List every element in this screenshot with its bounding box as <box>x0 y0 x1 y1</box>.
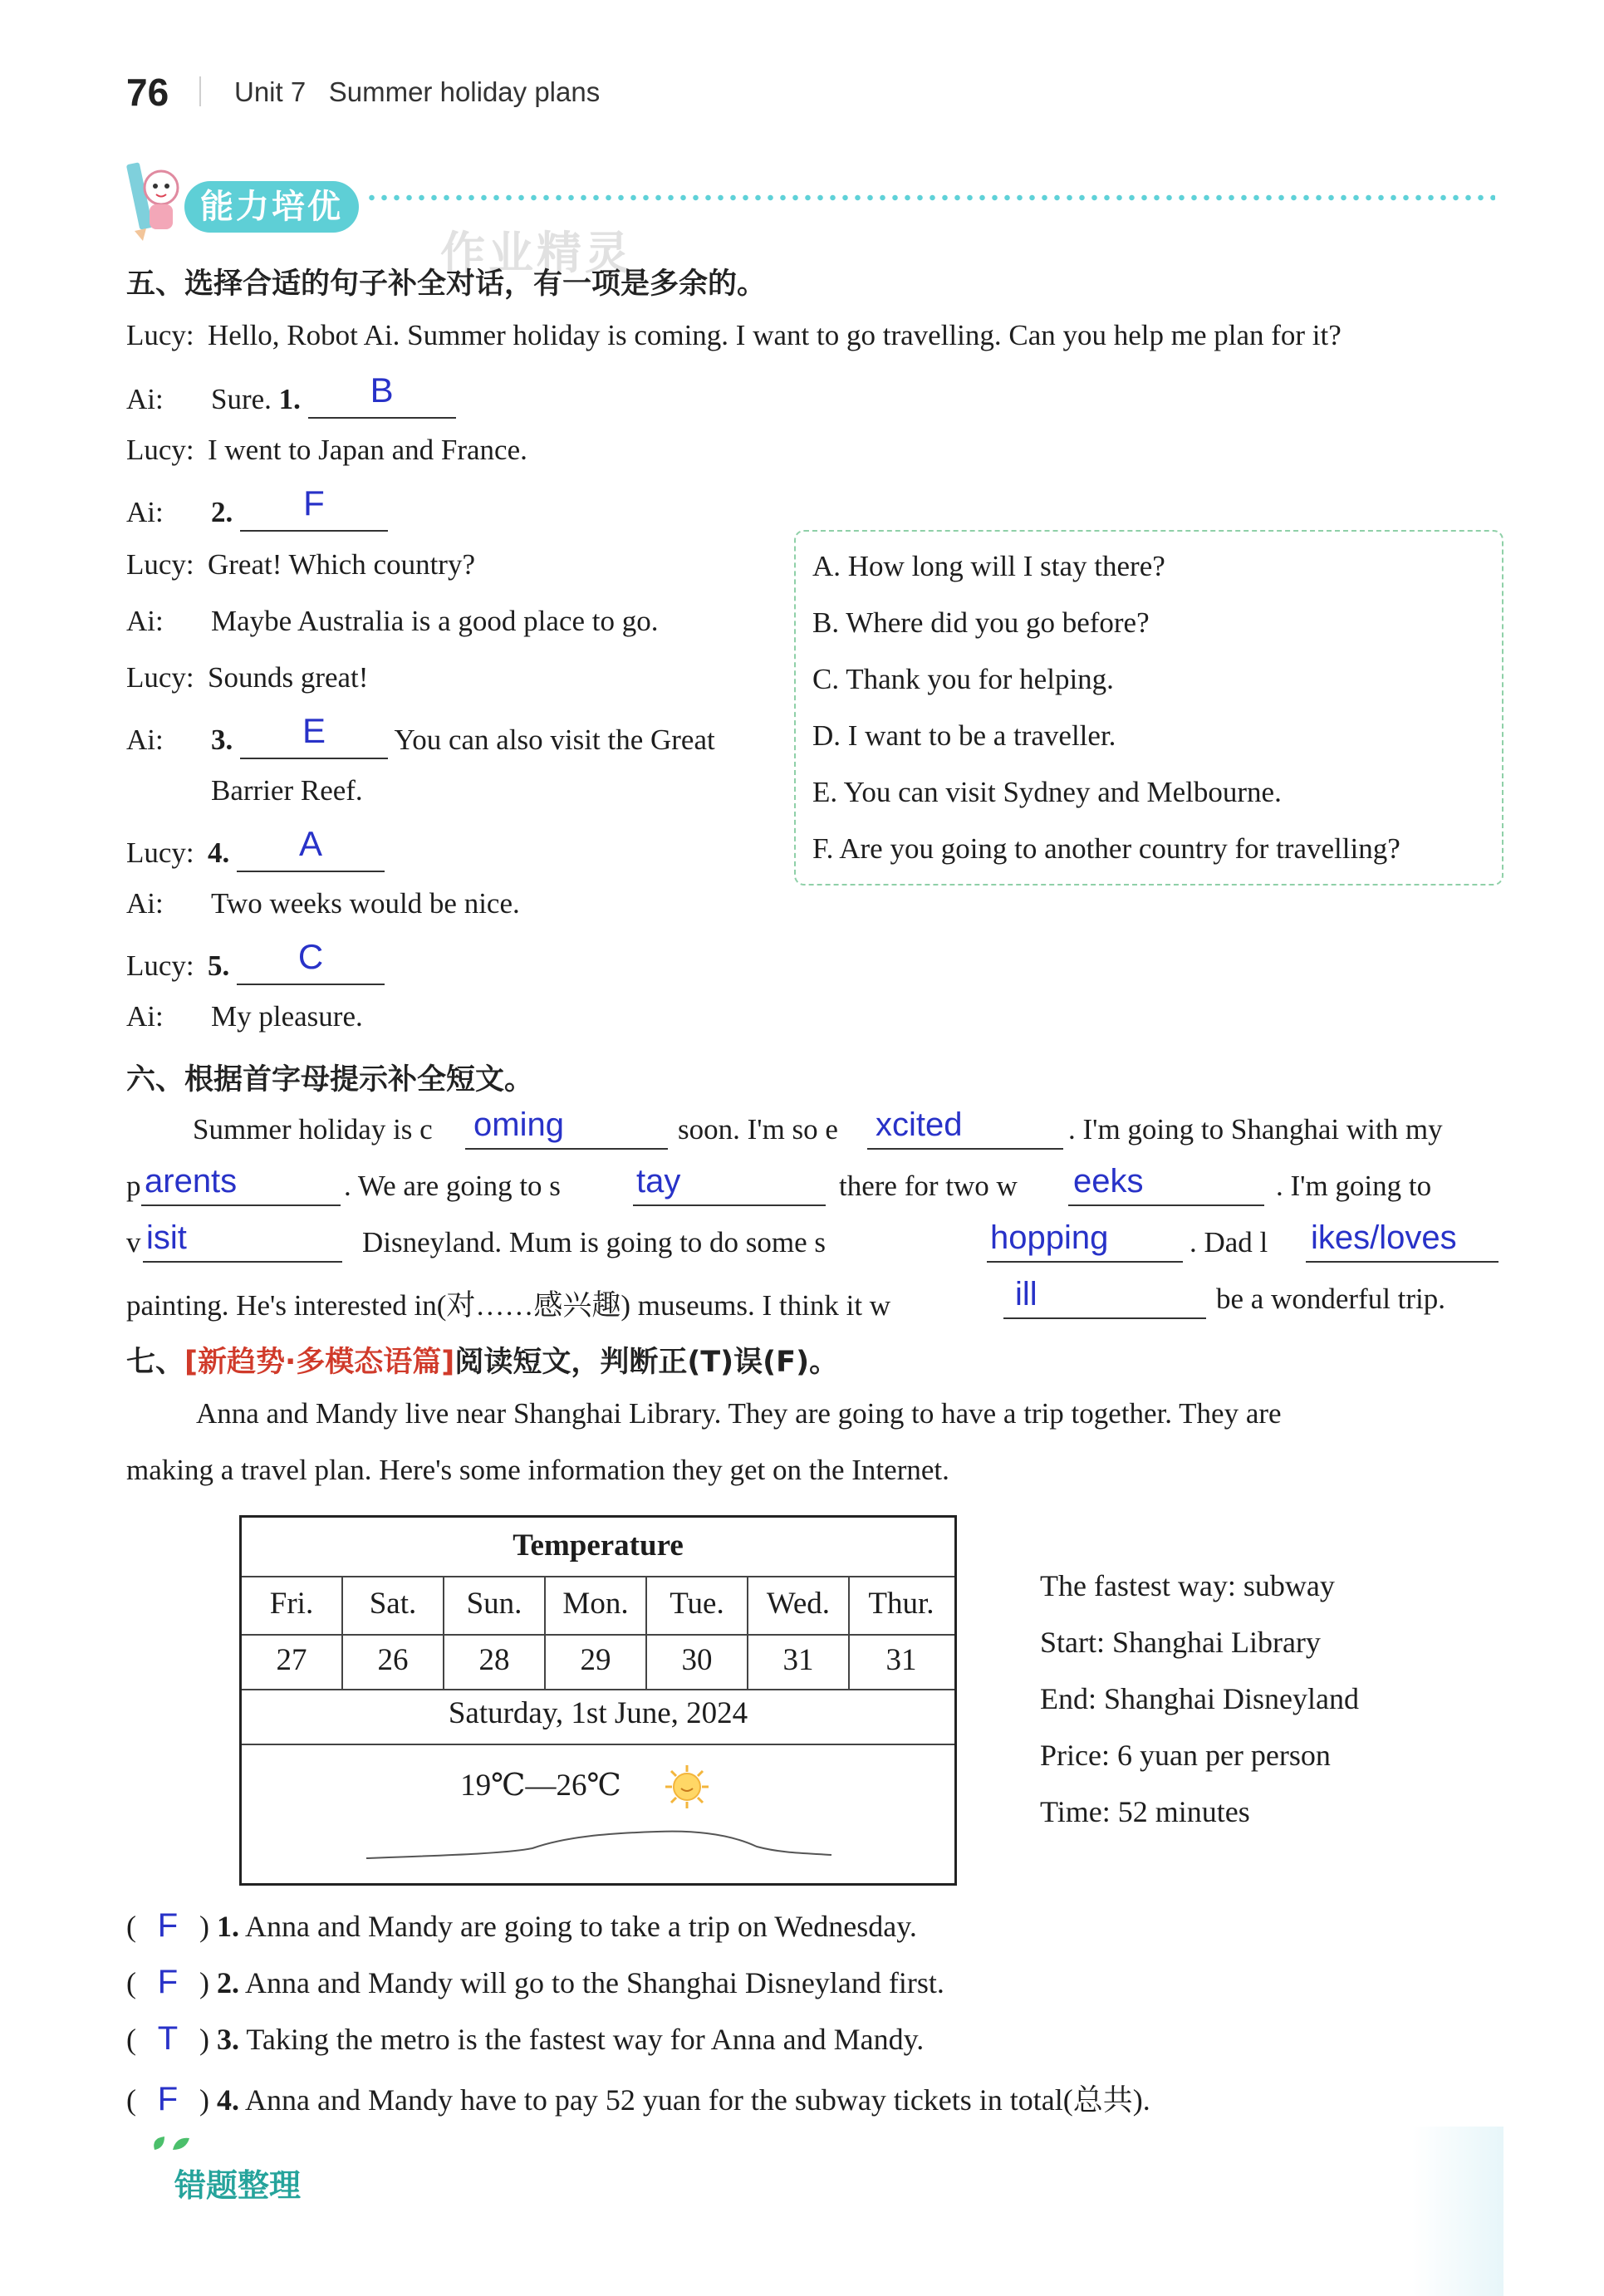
decorative-strip <box>1412 2127 1503 2296</box>
day-cell: Fri. <box>269 1587 314 1621</box>
info-line: The fastest way: subway <box>1040 1569 1335 1602</box>
fill-blank-line <box>1068 1204 1264 1206</box>
temp-cell: 31 <box>782 1643 814 1677</box>
info-line: Price: 6 yuan per person <box>1040 1739 1331 1772</box>
dialogue-line-continuation: Barrier Reef. <box>211 774 363 807</box>
temp-cell: 30 <box>681 1643 713 1677</box>
date-cell: Saturday, 1st June, 2024 <box>448 1696 748 1730</box>
answer-blank[interactable]: F <box>240 490 388 532</box>
mistake-review-label: 错题整理 <box>174 2167 302 2204</box>
tf-answer[interactable]: F <box>157 2081 179 2117</box>
fill-blank-line <box>143 1261 342 1263</box>
tf-answer[interactable]: F <box>157 1964 179 2000</box>
fill-answer[interactable]: hopping <box>990 1219 1109 1256</box>
day-cell: Wed. <box>766 1587 831 1621</box>
option-item: E. You can visit Sydney and Melbourne. <box>812 776 1282 808</box>
temp-cell: 27 <box>276 1643 307 1677</box>
info-line: Time: 52 minutes <box>1040 1795 1250 1828</box>
unit-title: Summer holiday plans <box>328 76 601 107</box>
day-cell: Sun. <box>466 1587 522 1621</box>
fill-answer[interactable]: ill <box>1015 1276 1037 1312</box>
temp-cell: 26 <box>377 1643 409 1677</box>
dialogue-line: Ai: My pleasure. <box>126 1000 363 1033</box>
dialogue-line: Lucy: 5. C <box>126 944 385 985</box>
passage-text: soon. I'm so e <box>678 1113 838 1146</box>
answer-blank[interactable]: A <box>237 831 385 872</box>
dialogue-line: Lucy: Sounds great! <box>126 661 369 694</box>
dialogue-line: Lucy: Hello, Robot Ai. Summer holiday is coming. I want to go travelling. Can you help me plan for it? <box>126 319 1342 351</box>
passage-text: . Dad l <box>1190 1226 1268 1258</box>
passage-text: Anna and Mandy live near Shanghai Library. They are going to have a trip together. They are <box>196 1397 1282 1430</box>
passage-text: . We are going to s <box>344 1170 561 1202</box>
temperature-curve <box>358 1817 840 1867</box>
fill-blank-line <box>633 1204 826 1206</box>
option-item: A. How long will I stay there? <box>812 550 1165 582</box>
tf-answer[interactable]: T <box>157 2020 179 2057</box>
option-item: C. Thank you for helping. <box>812 663 1114 695</box>
tf-question: ( T ) 3. Taking the metro is the fastest way for Anna and Mandy. <box>126 2020 925 2057</box>
sun-icon <box>664 1764 710 1810</box>
fill-answer[interactable]: ikes/loves <box>1311 1219 1457 1256</box>
day-cell: Mon. <box>562 1587 629 1621</box>
fill-blank-line <box>1003 1317 1206 1319</box>
passage-text: Summer holiday is c <box>193 1113 433 1146</box>
page-title <box>234 76 600 108</box>
banner-label: 能力培优 <box>184 181 359 233</box>
temp-cell: 29 <box>580 1643 611 1677</box>
option-item: D. I want to be a traveller. <box>812 719 1116 752</box>
leaf-icon <box>148 2132 198 2156</box>
option-item: B. Where did you go before? <box>812 606 1150 639</box>
passage-text: Disneyland. Mum is going to do some s <box>362 1226 827 1258</box>
tf-answer[interactable]: F <box>157 1907 179 1944</box>
tf-question: ( F ) 2. Anna and Mandy will go to the Shanghai Disneyland first. <box>126 1964 944 2000</box>
fill-answer[interactable]: isit <box>146 1219 187 1256</box>
info-line: Start: Shanghai Library <box>1040 1626 1321 1659</box>
watermark: 作业精灵 <box>440 228 633 278</box>
fill-answer[interactable]: eeks <box>1073 1163 1144 1200</box>
info-line: End: Shanghai Disneyland <box>1040 1682 1359 1715</box>
header-divider <box>199 76 201 106</box>
passage-text: painting. He's interested in(对……感兴趣) museums. I think it w <box>126 1289 891 1322</box>
dialogue-line: Lucy: 4. A <box>126 831 385 872</box>
fill-answer[interactable]: xcited <box>876 1106 963 1143</box>
day-cell: Thur. <box>868 1587 934 1621</box>
dialogue-line: Ai: 3. E You can also visit the Great <box>126 718 715 759</box>
fill-blank-line <box>1306 1261 1499 1263</box>
dotted-divider <box>365 194 1495 201</box>
pencil-mascot-icon <box>125 155 184 244</box>
fill-blank-line <box>867 1148 1063 1150</box>
tf-question: ( F ) 4. Anna and Mandy have to pay 52 yuan for the subway tickets in total(总共). <box>126 2081 1150 2117</box>
dialogue-line: Ai: Sure. 1. B <box>126 377 456 419</box>
passage-text: be a wonderful trip. <box>1216 1283 1446 1315</box>
passage-text: p <box>126 1170 141 1202</box>
fill-blank-line <box>987 1261 1183 1263</box>
page-number: 76 <box>126 71 169 114</box>
dialogue-line: Ai: Maybe Australia is a good place to go. <box>126 605 659 637</box>
temp-cell: 31 <box>885 1643 917 1677</box>
section7-heading: 七、[新趋势·多模态语篇]阅读短文，判断正(T)误(F)。 <box>126 1346 839 1379</box>
unit-label: Unit 7 <box>234 76 307 107</box>
tf-question: ( F ) 1. Anna and Mandy are going to take a trip on Wednesday. <box>126 1907 917 1944</box>
temperature-range: 19℃—26℃ <box>460 1769 621 1803</box>
temperature-table <box>239 1515 957 1886</box>
fill-answer[interactable]: arents <box>145 1163 238 1200</box>
answer-blank[interactable]: B <box>308 377 456 419</box>
temp-cell: 28 <box>478 1643 510 1677</box>
table-title: Temperature <box>513 1528 684 1563</box>
option-item: F. Are you going to another country for travelling? <box>812 832 1400 865</box>
day-cell: Tue. <box>670 1587 724 1621</box>
heading-tag: [新趋势·多模态语篇] <box>184 1346 455 1379</box>
passage-text: . I'm going to Shanghai with my <box>1068 1113 1443 1146</box>
day-cell: Sat. <box>369 1587 417 1621</box>
answer-blank[interactable]: E <box>240 718 388 759</box>
fill-blank-line <box>465 1148 668 1150</box>
passage-text: v <box>126 1226 141 1258</box>
fill-answer[interactable]: tay <box>636 1163 681 1200</box>
section6-heading: 六、根据首字母提示补全短文。 <box>126 1063 534 1096</box>
section5-heading: 五、选择合适的句子补全对话，有一项是多余的。 <box>126 267 767 301</box>
fill-answer[interactable]: oming <box>473 1106 564 1143</box>
dialogue-line: Ai: 2. F <box>126 490 388 532</box>
passage-text: making a travel plan. Here's some information they get on the Internet. <box>126 1454 949 1486</box>
passage-text: there for two w <box>839 1170 1018 1202</box>
dialogue-line: Lucy: Great! Which country? <box>126 548 475 581</box>
fill-blank-line <box>141 1204 341 1206</box>
passage-text: . I'm going to <box>1276 1170 1432 1202</box>
dialogue-line: Lucy: I went to Japan and France. <box>126 434 527 466</box>
dialogue-line: Ai: Two weeks would be nice. <box>126 887 520 920</box>
answer-blank[interactable]: C <box>237 944 385 985</box>
